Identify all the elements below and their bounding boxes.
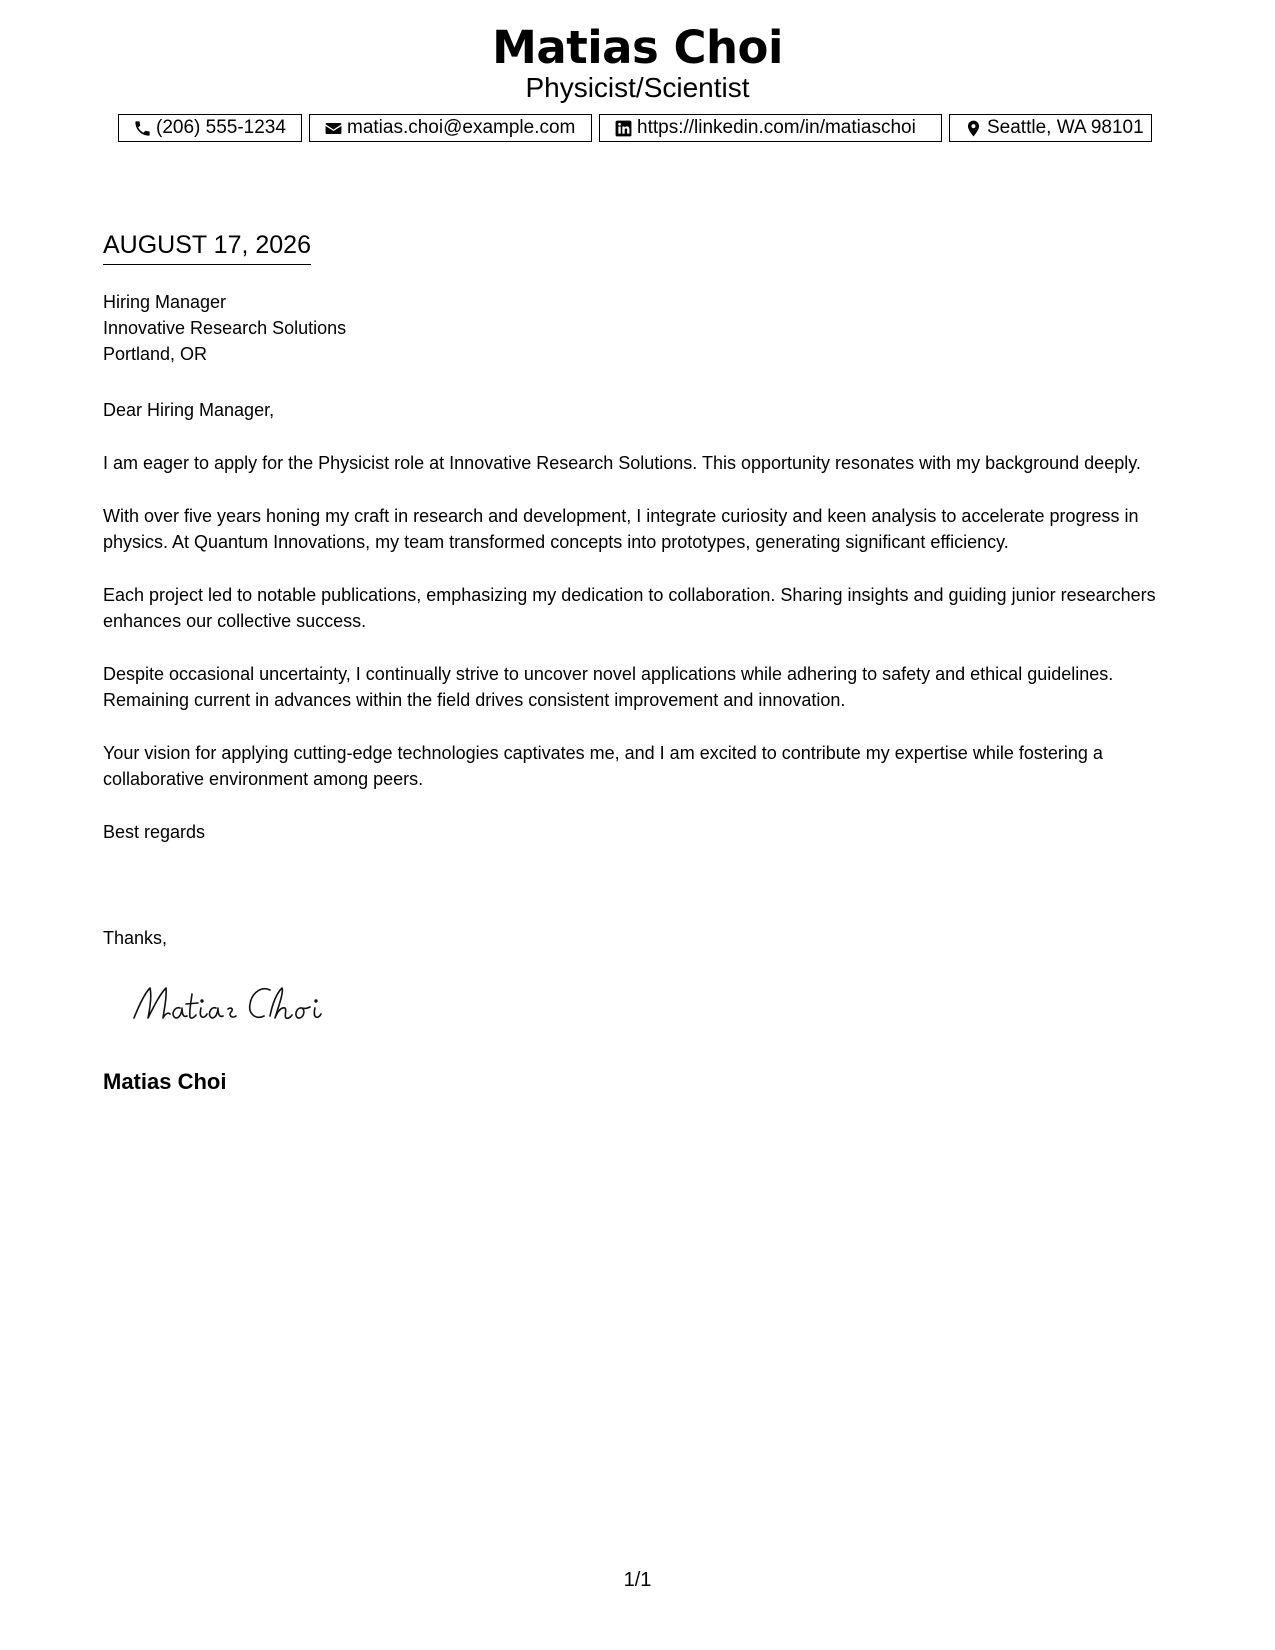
contact-location-text: Seattle, WA 98101 [987, 117, 1144, 138]
letter-header [0, 22, 1275, 104]
recipient-address [103, 289, 346, 367]
contact-linkedin[interactable] [599, 114, 942, 142]
body-paragraph: Despite occasional uncertainty, I continually strive to uncover novel applications while adhering to safety and ethical guidelines. Remaining current in advances within the field drives consistent improvement and innovation. [103, 664, 1114, 710]
contact-phone[interactable] [118, 114, 302, 142]
letter-date: AUGUST 17, 2026 [103, 230, 311, 265]
body-paragraph: Your vision for applying cutting-edge technologies captivates me, and I am excited to contribute my expertise while fostering a collaborative environment among peers. [103, 743, 1103, 789]
thanks-line: Thanks, [103, 928, 168, 948]
contact-email-text: matias.choi@example.com [347, 117, 576, 138]
recipient-location: Portland, OR [103, 344, 208, 364]
contact-linkedin-text: https://linkedin.com/in/matiaschoi [637, 117, 916, 138]
linkedin-icon [614, 119, 633, 138]
body-paragraph: With over five years honing my craft in research and development, I integrate curiosity and keen analysis to accelerate progress in physics. At Quantum Innovations, my team transformed concepts into prototypes, generating significant efficiency. [103, 506, 1139, 552]
envelope-icon [324, 119, 343, 138]
contact-email[interactable] [309, 114, 592, 142]
phone-icon [133, 119, 152, 138]
signer-name: Matias Choi [103, 1069, 227, 1094]
handwritten-signature [130, 978, 340, 1030]
applicant-role: Physicist/Scientist [525, 72, 750, 103]
body-paragraph: Each project led to notable publications, emphasizing my dedication to collaboration. Sharing insights and guiding junior researchers enhances our collective success. [103, 585, 1156, 631]
contact-location[interactable] [949, 114, 1152, 142]
recipient-company: Innovative Research Solutions [103, 318, 347, 338]
letter-body [103, 397, 1173, 872]
map-marker-icon [964, 119, 983, 138]
salutation: Dear Hiring Manager, [103, 400, 275, 420]
page-number: 1/1 [623, 1569, 652, 1591]
contact-bar [118, 114, 1152, 142]
closing: Best regards [103, 822, 206, 842]
body-paragraph: I am eager to apply for the Physicist role at Innovative Research Solutions. This opportunity resonates with my background deeply. [103, 453, 1141, 473]
applicant-name: Matias Choi [492, 21, 783, 74]
recipient-title: Hiring Manager [103, 292, 227, 312]
contact-phone-text: (206) 555-1234 [156, 117, 286, 138]
